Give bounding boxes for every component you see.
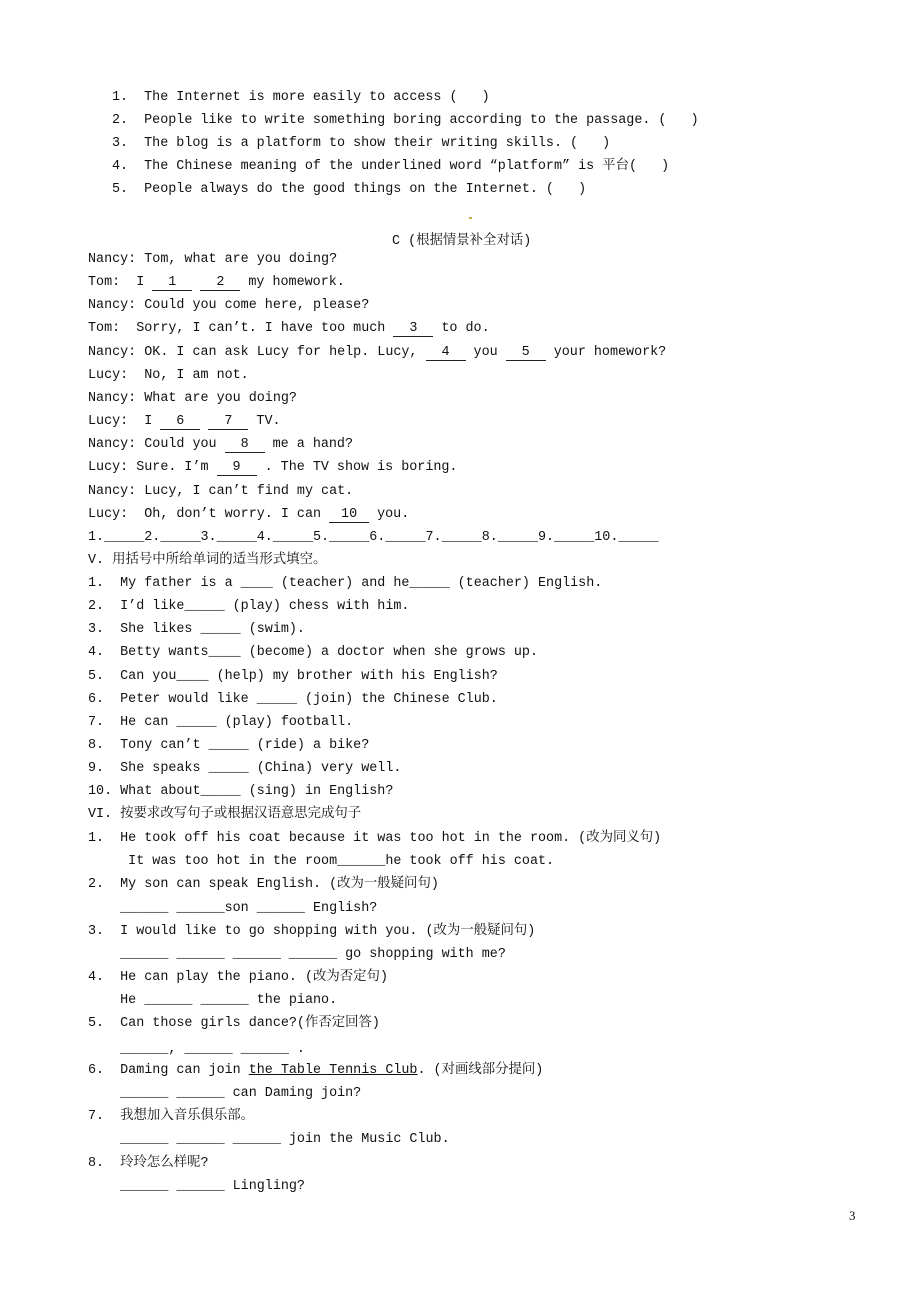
answer-row (88, 529, 659, 547)
fill-item (88, 668, 498, 686)
text: 5. Can you____ (help) my brother with his English? (88, 668, 498, 684)
page-number: 3 (849, 1208, 856, 1223)
text: 1. The Internet is more easily to access ( ) (112, 90, 490, 105)
rewrite-item (88, 1131, 450, 1149)
text: 5. People always do the good things on the Internet. ( ) (112, 182, 587, 197)
text: 3. I would like to go shopping with you. (改为一般疑问句) (88, 924, 536, 939)
dialogue-line (88, 436, 353, 454)
text: ______ ______ ______ ______ go shopping with me? (88, 947, 506, 962)
text: me a hand? (264, 437, 354, 453)
dialogue-line (88, 251, 337, 269)
section-vi-title: VI. 按要求改写句子或根据汉语意思完成句子 (88, 807, 362, 822)
text: 2. My son can speak English. (改为一般疑问句) (88, 877, 439, 892)
text: 4. The Chinese meaning of the underlined word “platform” is 平台( ) (112, 159, 670, 174)
text: 1._____2._____3._____4._____5._____6._____7._____8._____9._____10._____ (88, 529, 659, 545)
true-false-item (112, 181, 586, 199)
numbered-blank: 4 (426, 345, 466, 361)
true-false-item (112, 89, 490, 107)
text: Nancy: What are you doing? (88, 390, 297, 406)
text: 4. He can play the piano. (改为否定句) (88, 970, 388, 985)
text: Nancy: Could you come here, please? (88, 298, 370, 314)
dialogue-line (88, 413, 281, 431)
dialogue-line (88, 483, 353, 501)
dialogue-line (88, 274, 345, 292)
dialogue-line (88, 506, 409, 524)
numbered-blank: 2 (200, 275, 240, 291)
numbered-blank: 7 (208, 414, 248, 430)
dialogue-line (88, 344, 666, 362)
text: 10. What about_____ (sing) in English? (88, 784, 394, 800)
text: 3. She likes _____ (swim). (88, 622, 305, 638)
text: 7. 我想加入音乐俱乐部。 (88, 1109, 255, 1124)
text: 1. My father is a ____ (teacher) and he_____ (teacher) English. (88, 576, 603, 591)
text: you (465, 344, 506, 360)
text: ______ ______ can Daming join? (88, 1086, 362, 1101)
rewrite-item (88, 853, 554, 871)
dialogue-line (88, 459, 457, 477)
rewrite-item (88, 969, 388, 987)
text: 6. Peter would like _____ (join) the Chinese Club. (88, 691, 498, 707)
rewrite-item (88, 1178, 305, 1196)
decorative-mark (469, 217, 472, 219)
underlined-text: the Table Tennis Club (248, 1063, 418, 1078)
rewrite-item (88, 1155, 209, 1173)
true-false-item (112, 158, 669, 176)
fill-item (88, 737, 369, 755)
numbered-blank: 10 (329, 507, 369, 523)
fill-item (88, 644, 538, 662)
text: Nancy: OK. I can ask Lucy for help. Lucy, (88, 344, 426, 360)
fill-item (88, 575, 602, 593)
text: 6. Daming can join (88, 1063, 249, 1078)
text: . (对画线部分提问) (417, 1063, 544, 1078)
numbered-blank: 6 (160, 414, 200, 430)
text: 1. He took off his coat because it was too hot in the room. (改为同义句) (88, 831, 662, 846)
dialogue-line (88, 390, 297, 408)
numbered-blank: 8 (225, 437, 265, 453)
dialogue-line (88, 320, 490, 338)
numbered-blank: 3 (393, 321, 433, 337)
text: 4. Betty wants____ (become) a doctor when she grows up. (88, 645, 538, 661)
text: ______ ______son ______ English? (88, 901, 378, 916)
rewrite-item (88, 876, 439, 894)
text: 3. The blog is a platform to show their writing skills. ( ) (112, 136, 611, 151)
rewrite-item (88, 992, 337, 1010)
text: He ______ ______ the piano. (88, 993, 338, 1008)
fill-item (88, 760, 401, 778)
rewrite-item (88, 830, 661, 848)
true-false-item (112, 112, 699, 130)
text: TV. (248, 414, 281, 430)
true-false-item (112, 135, 610, 153)
text: you. (369, 506, 410, 522)
fill-item (88, 621, 305, 639)
text: Lucy: I (88, 414, 161, 430)
text: 7. He can _____ (play) football. (88, 714, 354, 730)
rewrite-item (88, 946, 506, 964)
fill-item (88, 783, 393, 801)
rewrite-item (88, 1041, 305, 1059)
rewrite-item (88, 923, 535, 941)
rewrite-item (88, 1062, 543, 1080)
text: to do. (433, 321, 490, 337)
text: ______, ______ ______ . (88, 1042, 305, 1057)
text: Nancy: Tom, what are you doing? (88, 252, 338, 267)
text: Nancy: Lucy, I can’t find my cat. (88, 483, 354, 499)
numbered-blank: 1 (152, 275, 192, 291)
text: 8. Tony can’t _____ (ride) a bike? (88, 738, 370, 754)
dialogue-line (88, 297, 369, 315)
text: 9. She speaks _____ (China) very well. (88, 761, 402, 777)
text: 2. I’d like_____ (play) chess with him. (88, 599, 410, 615)
text: ______ ______ Lingling? (88, 1179, 305, 1194)
text: 8. 玲玲怎么样呢? (88, 1156, 209, 1171)
numbered-blank: 5 (506, 345, 546, 361)
fill-item (88, 714, 353, 732)
text: my homework. (240, 275, 345, 291)
section-v-title (88, 552, 326, 570)
text (192, 275, 200, 290)
rewrite-item (88, 1085, 361, 1103)
text (200, 414, 208, 429)
rewrite-item (88, 1108, 254, 1126)
text: V. 用括号中所给单词的适当形式填空。 (88, 553, 327, 568)
text: your homework? (545, 344, 667, 360)
fill-item (88, 691, 498, 709)
fill-item (88, 598, 409, 616)
text: 2. People like to write something boring according to the passage. ( ) (112, 113, 699, 128)
section-c-title: C (根据情景补全对话) (392, 234, 532, 249)
text: ______ ______ ______ join the Music Club. (88, 1132, 450, 1147)
text: It was too hot in the room______he took off his coat. (88, 854, 555, 869)
text: Tom: Sorry, I can’t. I have too much (88, 321, 394, 337)
dialogue-line (88, 367, 249, 385)
rewrite-item (88, 1015, 380, 1033)
text: . The TV show is boring. (256, 460, 458, 476)
rewrite-item (88, 900, 377, 918)
text: Lucy: Sure. I’m (88, 460, 217, 476)
text: Nancy: Could you (88, 437, 225, 453)
text: 5. Can those girls dance?(作否定回答) (88, 1016, 380, 1031)
text: Lucy: Oh, don’t worry. I can (88, 506, 330, 522)
numbered-blank: 9 (217, 460, 257, 476)
text: Tom: I (88, 275, 153, 291)
text: Lucy: No, I am not. (88, 367, 249, 383)
